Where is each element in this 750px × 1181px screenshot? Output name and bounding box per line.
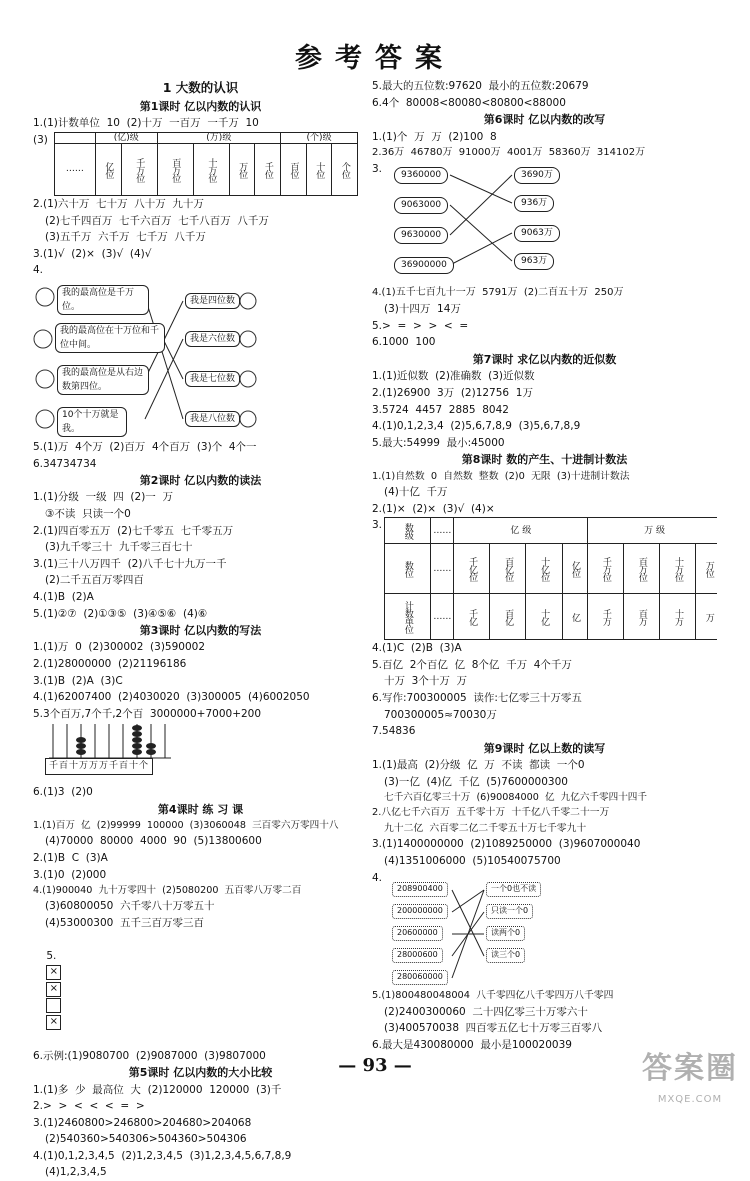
reading-box: 只读一个0 [486, 904, 533, 919]
answer-line: 6.34734734 [33, 457, 97, 470]
answer-line: (3)一亿 (4)亿 千亿 (5)7600000300 [384, 775, 568, 788]
answer-line: 6.1000 100 [372, 336, 436, 349]
answer-line: 3.(1)B (2)A (3)C [33, 674, 123, 687]
answer-line: 1.(1)个 万 万 (2)100 8 [372, 130, 497, 143]
answer-line: 1.(1)多 少 最高位 大 (2)120000 120000 (3)千 [33, 1083, 282, 1096]
reading-box: 一个0也不读 [486, 882, 541, 897]
answer-line: 5.3个百万,7个千,2个百 3000000+7000+200 [33, 707, 262, 720]
answer-line: 6.示例:(1)9080700 (2)9087000 (3)9807000 [33, 1049, 266, 1062]
answer-line: 2.(1)26900 3万 (2)12756 1万 [372, 386, 533, 399]
answer-line: ③不读 只读一个0 [45, 508, 131, 521]
answer-line: 700300005≈70030万 [384, 708, 497, 721]
answer-line: (3)九千零三十 九千零三百七十 [45, 541, 193, 554]
answer-line: (2)540360>540306>504360>504306 [45, 1133, 247, 1146]
table-cell: 百亿 [490, 594, 526, 640]
table-cell [54, 132, 95, 143]
answer-line: 3. [372, 162, 383, 175]
answer-line: 5.百亿 2个百亿 亿 8个亿 千万 4个千万 [372, 658, 572, 671]
answer-line: 6.(1)3 (2)0 [33, 786, 93, 799]
table-cell: 百万 [624, 594, 660, 640]
answer-line: (4)1,2,3,4,5 [45, 1166, 107, 1179]
watermark-text: 答案圈 [642, 1050, 738, 1086]
answer-line: 2.36万 46780万 91000万 4001万 58360万 314102万 [372, 147, 646, 159]
abacus-figure [33, 722, 368, 784]
answer-line: 1.(1)自然数 0 自然数 整数 (2)0 无限 (3)十进制计数法 [372, 470, 630, 482]
answer-line: 4.(1)62007400 (2)4030020 (3)300005 (4)6002050 [33, 691, 310, 704]
counting-table [384, 517, 717, 640]
page-number: — 93 — [338, 1055, 412, 1076]
lesson-3-heading: 第3课时 亿以内数的写法 [139, 624, 262, 638]
table-cell: 亿 [562, 594, 588, 640]
table-cell: …… [431, 594, 454, 640]
answer-line: 3.(1)1400000000 (2)1089250000 (3)9607000040 [372, 838, 641, 851]
number-box: 200000000 [392, 904, 448, 919]
number-pill: 3690万 [514, 167, 560, 183]
answer-line: (2)二千五百万零四百 [45, 574, 144, 587]
answer-line: (2)七千四百万 七千六百万 七千八百万 八千万 [45, 214, 269, 227]
table-header: (亿)级 [95, 132, 157, 143]
number-pill: 9630000 [394, 227, 448, 243]
table-cell: …… [54, 144, 95, 196]
statement-box: 我的最高位是从右边数第四位。 [57, 365, 149, 395]
watermark-url: MXQE.COM [657, 1094, 723, 1106]
table-header: 万 级 [588, 518, 717, 544]
lesson-1-heading: 第1课时 亿以内数的认识 [139, 99, 262, 113]
table-cell: 十亿位 [526, 544, 562, 594]
lesson-7-heading: 第7课时 求亿以内数的近似数 [472, 353, 617, 367]
answer-line: (3)十四万 14万 [384, 303, 461, 316]
answer-line: 5.(1)②⑦ (2)①③⑤ (3)④⑤⑥ (4)⑥ [33, 607, 208, 620]
number-box: 280060000 [392, 970, 448, 985]
answer-box: 我是四位数 [185, 293, 240, 309]
number-pill: 36900000 [394, 257, 454, 273]
answer-line: 6.最大是430080000 最小是100020039 [372, 1038, 572, 1051]
left-column [33, 78, 368, 1181]
answer-line: 3.(1)三十八万四千 (2)八千七十九万一千 [33, 557, 227, 570]
place-value-table [54, 132, 358, 196]
lesson-5-heading: 第5课时 亿以内数的大小比较 [128, 1066, 273, 1080]
number-pill: 9063000 [394, 197, 448, 213]
answer-line: 2.(1)28000000 (2)21196186 [33, 658, 187, 671]
answer-line: 3.(1)√ (2)× (3)√ (4)√ [33, 247, 152, 260]
answer-box [46, 998, 61, 1013]
table-cell: 千亿位 [454, 544, 490, 594]
table-cell: 百位 [281, 144, 307, 196]
table-cell: 千万 [588, 594, 624, 640]
statement-box: 我的最高位是千万位。 [57, 285, 149, 315]
reading-matching-figure [372, 876, 717, 988]
rewrite-matching-figure [372, 161, 717, 285]
answer-box: × [46, 965, 61, 980]
answer-line: 4.(1)C (2)B (3)A [372, 642, 462, 655]
abacus-drawing [45, 722, 185, 784]
answer-box: × [46, 982, 61, 997]
answer-line: 4. [372, 871, 383, 884]
answer-box: 我是六位数 [185, 331, 240, 347]
answer-line: 2.(1)四百零五万 (2)七千零五 七千零五万 [33, 524, 234, 537]
matching-figure [33, 279, 368, 439]
answer-line: (4)53000300 五千三百万零三百 [45, 916, 204, 929]
table-cell: 十万位 [193, 144, 229, 196]
answer-line: 5.最大的五位数:97620 最小的五位数:20679 [372, 80, 589, 92]
answer-line: 4.(1)B (2)A [33, 590, 94, 603]
table-header: (个)级 [281, 132, 358, 143]
answer-line: 4.(1)900040 九十万零四十 (2)5080200 五百零八万零二百 [33, 885, 302, 897]
lesson-6-heading: 第6课时 亿以内数的改写 [483, 113, 606, 127]
check-boxes-row [33, 932, 368, 1048]
answer-line: (3)400570038 四百零五亿七十万零三百零八 [384, 1022, 603, 1035]
table-header: 数位 [385, 544, 431, 594]
answer-line: 5.> = > > < = [372, 319, 469, 332]
statement-box: 10个十万就是我。 [57, 407, 127, 437]
table-header: 计数单位 [385, 594, 431, 640]
watermark-logo [642, 1045, 738, 1108]
table-cell: 千位 [255, 144, 281, 196]
answer-line: 4.(1)0,1,2,3,4 (2)5,6,7,8,9 (3)5,6,7,8,9 [372, 420, 581, 433]
question-label: 5. [46, 950, 57, 963]
table-cell: 百亿位 [490, 544, 526, 594]
abacus-label: 千百十万万万千百十个 [45, 758, 153, 774]
number-pill: 9063万 [514, 225, 560, 241]
answer-line: 九十二亿 六百零二亿二千零五十万七千零九十 [384, 822, 587, 834]
number-pill: 936万 [514, 195, 554, 211]
table-header: 数级 [385, 518, 431, 544]
number-pill: 963万 [514, 253, 554, 269]
page-title: 参考答案 [295, 43, 455, 74]
right-column [372, 78, 717, 1053]
answer-line: (2)2400300060 二十四亿零三十万零六十 [384, 1005, 588, 1018]
lesson-9-heading: 第9课时 亿以上数的读写 [483, 741, 606, 755]
answer-box: 我是八位数 [185, 411, 240, 427]
answer-box: × [46, 1015, 61, 1030]
answer-line: 5.(1)800480048004 八千零四亿八千零四万八千零四 [372, 990, 614, 1002]
answer-line: 3.(1)0 (2)000 [33, 868, 107, 881]
answer-line: 4.(1)0,1,2,3,4,5 (2)1,2,3,4,5 (3)1,2,3,4,5,6,7,8,9 [33, 1149, 292, 1162]
table-cell: 万 [696, 594, 717, 640]
answer-line: 3. [372, 519, 383, 532]
table-cell: 十亿 [526, 594, 562, 640]
answer-line: 2.(1)× (2)× (3)√ (4)× [372, 502, 495, 515]
answer-line: (3)五千万 六千万 七千万 八千万 [45, 231, 206, 244]
table-cell: 亿位 [562, 544, 588, 594]
answer-line: 5.最大:54999 最小:45000 [372, 436, 505, 449]
page-number-value: 93 [362, 1055, 388, 1076]
number-box: 28000600 [392, 948, 443, 963]
table-cell: 个位 [332, 144, 358, 196]
table-cell: 万位 [229, 144, 255, 196]
answer-line: 2.(1)六十万 七十万 八十万 九十万 [33, 198, 204, 211]
answer-line: (3)60800050 六千零八十万零五十 [45, 900, 215, 913]
answer-line: 6.写作:700300005 读作:七亿零三十万零五 [372, 692, 582, 705]
answer-line: 2.> > < < < = > [33, 1100, 145, 1113]
table-cell: 亿位 [95, 144, 121, 196]
unit-title: 1 大数的认识 [162, 80, 239, 95]
reading-box: 读两个0 [486, 926, 525, 941]
table-header: 亿 级 [454, 518, 588, 544]
lesson-4-heading: 第4课时 练 习 课 [157, 802, 244, 816]
table-cell: …… [431, 544, 454, 594]
answer-box: 我是七位数 [185, 371, 240, 387]
number-box: 208900400 [392, 882, 448, 897]
answer-line: 4. [33, 264, 44, 277]
answer-line: (4)70000 80000 4000 90 (5)13800600 [45, 835, 262, 848]
answer-line: 2.(1)B C (3)A [33, 852, 108, 865]
answer-line: 5.(1)万 4个万 (2)百万 4个百万 (3)个 4个一 [33, 440, 257, 453]
answer-line: (3) [33, 133, 48, 146]
table-cell: …… [431, 518, 454, 544]
answer-line: 7.54836 [372, 725, 416, 738]
number-box: 20600000 [392, 926, 443, 941]
answer-line: 七千六百亿零三十万 (6)90084000 亿 九亿六千零四十四千 [384, 792, 647, 804]
answer-line: 6.4个 80008<80080<80800<88000 [372, 96, 566, 109]
table-cell: 千万位 [121, 144, 157, 196]
lesson-8-heading: 第8课时 数的产生、十进制计数法 [461, 453, 628, 467]
answer-line: 1.(1)最高 (2)分级 亿 万 不读 都读 一个0 [372, 759, 585, 772]
table-cell: 十万 [660, 594, 696, 640]
table-cell: 百万位 [157, 144, 193, 196]
answer-line: (4)1351006000 (5)10540075700 [384, 854, 561, 867]
answer-line: 3.5724 4457 2885 8042 [372, 403, 509, 416]
answer-line: 十万 3个十万 万 [384, 675, 468, 688]
table-cell: 千亿 [454, 594, 490, 640]
number-pill: 9360000 [394, 167, 448, 183]
table-cell: 百万位 [624, 544, 660, 594]
reading-box: 读三个0 [486, 948, 525, 963]
answer-line: 1.(1)计数单位 10 (2)十万 一百万 一千万 10 [33, 117, 259, 130]
answer-line: (4)十亿 千万 [384, 486, 448, 499]
table-cell: 千万位 [588, 544, 624, 594]
lesson-2-heading: 第2课时 亿以内数的读法 [139, 474, 262, 488]
answer-line: 1.(1)百万 亿 (2)99999 100000 (3)3060048 三百零六万零四十八 [33, 820, 339, 832]
table-cell: 十万位 [660, 544, 696, 594]
answer-line: 2.八亿七千六百万 五千零十万 十千亿八千零二十一万 [372, 807, 610, 819]
answer-line: 4.(1)五千七百九十一万 5791万 (2)二百五十万 250万 [372, 287, 624, 299]
table-cell: 万位 [696, 544, 717, 594]
table-header: (万)级 [157, 132, 280, 143]
answer-line: 1.(1)分级 一级 四 (2)一 万 [33, 491, 173, 504]
answer-line: 1.(1)近似数 (2)准确数 (3)近似数 [372, 370, 535, 383]
answer-line: 3.(1)2460800>246800>204680>204068 [33, 1116, 252, 1129]
answer-line: 1.(1)万 0 (2)300002 (3)590002 [33, 641, 206, 654]
statement-box: 我的最高位在十万位和千位中间。 [55, 323, 165, 353]
table-cell: 十位 [306, 144, 332, 196]
